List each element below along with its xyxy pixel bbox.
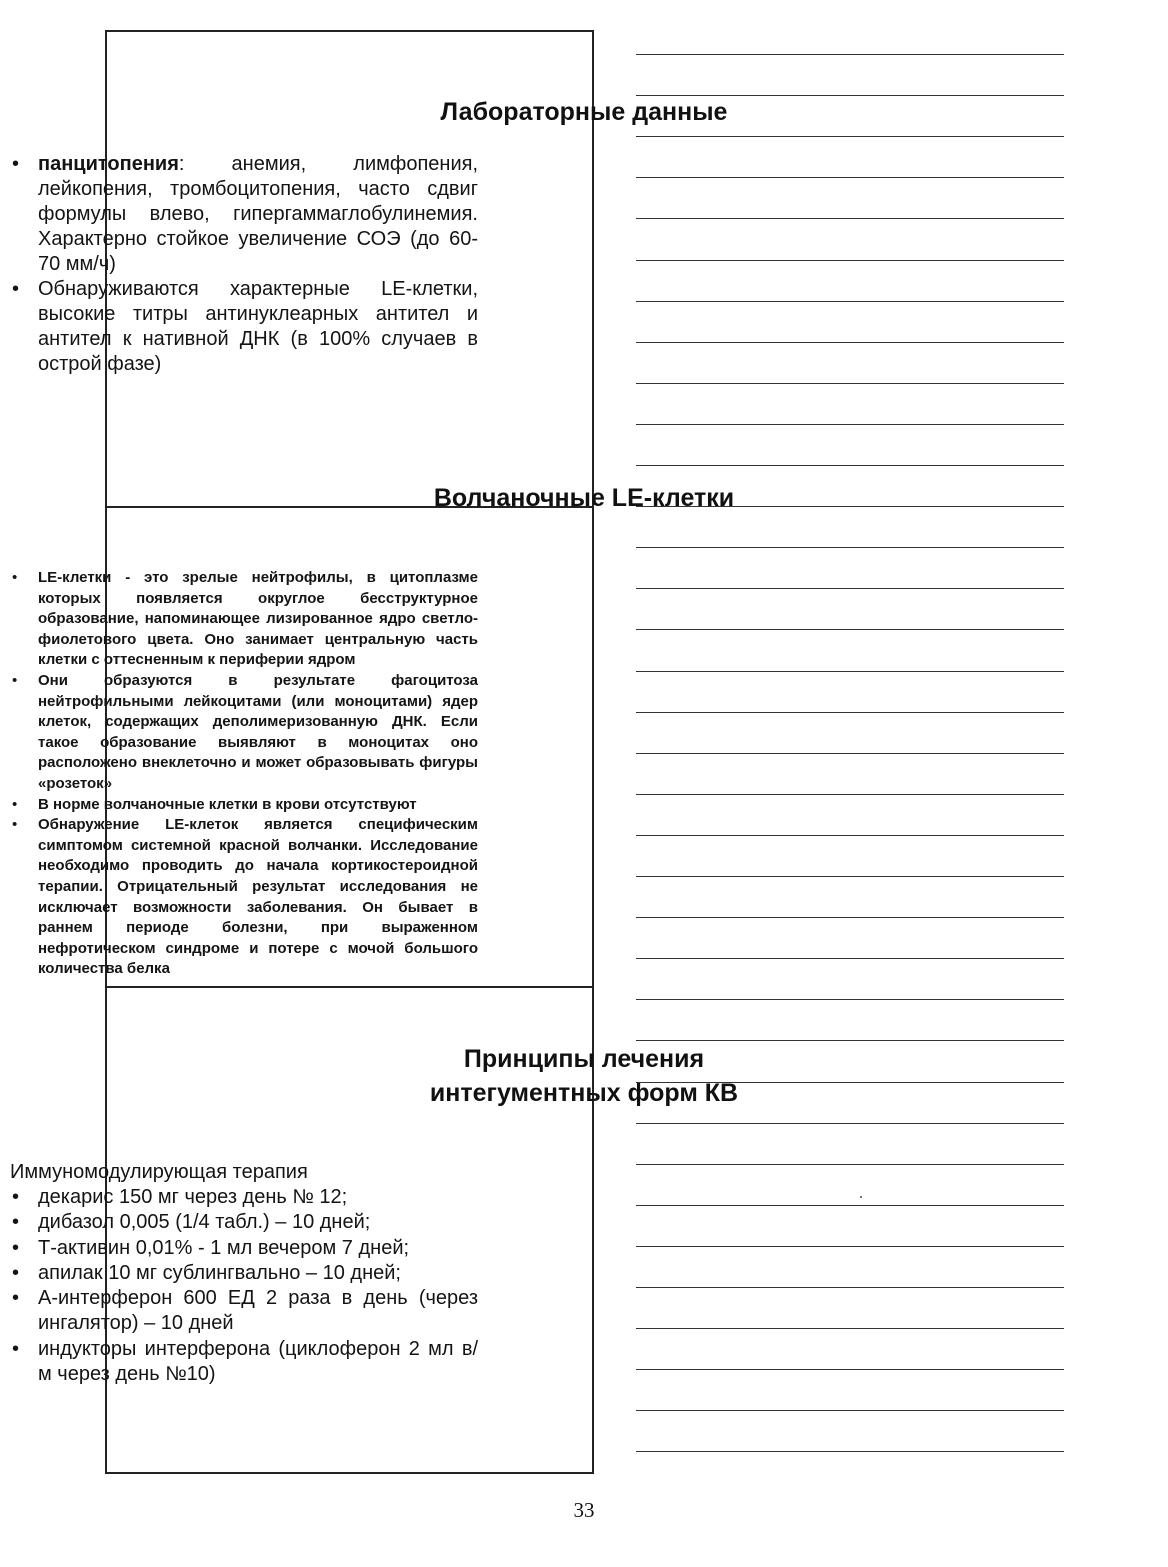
list-item: • Они образуются в результате фагоцитоза нейтрофильными лейкоцитами (или моноцитами) ядер клеток, содержащих деполимеризованную ДНК. Если такое образование выявляют в моноцитах оно расположено внеклеточно и может образовывать фигуры «розеток» — [8, 671, 478, 795]
list-item: • В норме волчаночные клетки в крови отсутствуют — [8, 795, 478, 816]
treatment-title-line1: Принципы лечения — [463, 1045, 705, 1073]
note-line — [636, 136, 1064, 137]
list-item — [8, 152, 478, 277]
scan-speck — [860, 1196, 862, 1198]
note-line — [636, 95, 1064, 96]
term-pancytopenia: панцитопения — [38, 153, 179, 175]
lab-data-title: Лабораторные данные — [440, 98, 728, 126]
note-line — [636, 1246, 1064, 1247]
lab-data-list — [8, 152, 478, 377]
le-cells-list — [8, 568, 478, 980]
note-line — [636, 465, 1064, 466]
note-line — [636, 712, 1064, 713]
note-line — [636, 753, 1064, 754]
list-item: • апилак 10 мг сублингвально – 10 дней; — [8, 1261, 478, 1286]
note-line — [636, 301, 1064, 302]
list-item: • декарис 150 мг через день № 12; — [8, 1185, 478, 1210]
treatment-intro: Иммуномодулирующая терапия — [10, 1161, 308, 1183]
note-line — [636, 588, 1064, 589]
notes-ruled-lines — [636, 0, 1064, 1567]
note-line — [636, 424, 1064, 425]
note-line — [636, 671, 1064, 672]
note-line — [636, 876, 1064, 877]
list-item: • А-интерферон 600 ЕД 2 раза в день (через ингалятор) – 10 дней — [8, 1286, 478, 1337]
list-item — [8, 277, 478, 377]
note-line — [636, 1369, 1064, 1370]
note-line — [636, 999, 1064, 1000]
note-line — [636, 506, 1064, 507]
note-line — [636, 1123, 1064, 1124]
note-line — [636, 1410, 1064, 1411]
note-line — [636, 958, 1064, 959]
note-line — [636, 1205, 1064, 1206]
note-line — [636, 1040, 1064, 1041]
note-line — [636, 54, 1064, 55]
note-line — [636, 917, 1064, 918]
item-text: : анемия, лимфопения, лейкопения, тромбоцитопения, часто сдвиг формулы влево, гипергаммаглобулинемия. Характерно стойкое увеличение СОЭ (до 60-70 мм/ч) — [38, 153, 478, 275]
treatment-title-line2: интегументных форм КВ — [429, 1079, 739, 1107]
page-number: 33 — [573, 1498, 595, 1522]
note-line — [636, 1328, 1064, 1329]
note-line — [636, 547, 1064, 548]
note-line — [636, 835, 1064, 836]
list-item: • LE-клетки - это зрелые нейтрофилы, в цитоплазме которых появляется округлое бесструктурное образование, напоминающее лизированное ядро светло-фиолетового цвета. Оно занимает центральную часть клетки с оттесненным к периферии ядром — [8, 568, 478, 671]
list-item: • дибазол 0,005 (1/4 табл.) – 10 дней; — [8, 1210, 478, 1235]
le-cells-title: Волчаночные LE-клетки — [433, 484, 735, 512]
list-item: • индукторы интерферона (циклоферон 2 мл в/м через день №10) — [8, 1337, 478, 1388]
list-item: • Т-активин 0,01% - 1 мл вечером 7 дней; — [8, 1236, 478, 1261]
note-line — [636, 629, 1064, 630]
note-line — [636, 1287, 1064, 1288]
note-line — [636, 1164, 1064, 1165]
list-item: • Обнаружение LE-клеток является специфическим симптомом системной красной волчанки. Исследование необходимо проводить до начала кортикостероидной терапии. Отрицательный результат исследования не исключает возможности заболевания. Он бывает в раннем периоде болезни, при выраженном нефротическом синдроме и потере с мочой большого количества белка — [8, 815, 478, 980]
treatment-list — [8, 1185, 478, 1387]
note-line — [636, 177, 1064, 178]
note-line — [636, 1451, 1064, 1452]
note-line — [636, 342, 1064, 343]
note-line — [636, 794, 1064, 795]
note-line — [636, 1082, 1064, 1083]
note-line — [636, 218, 1064, 219]
note-line — [636, 260, 1064, 261]
note-line — [636, 383, 1064, 384]
item-text: Обнаруживаются характерные LE-клетки, высокие титры антинуклеарных антител и антител к нативной ДНК (в 100% случаев в острой фазе) — [38, 278, 478, 375]
